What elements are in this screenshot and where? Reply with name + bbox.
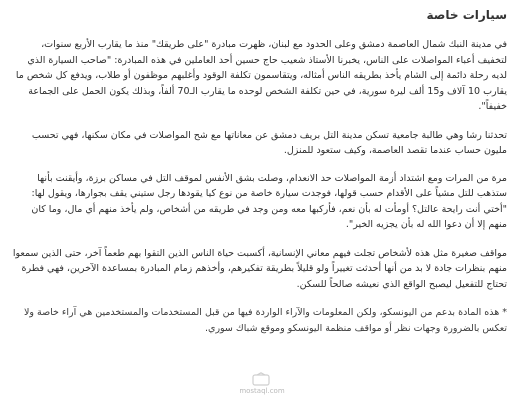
mostaql-logo-icon [252,372,270,386]
article-paragraph-1: في مدينة النبك شمال العاصمة دمشق وعلى الحدود مع لبنان، ظهرت مبادرة "على طريقك" منذ ما يقارب الأربع سنوات، لتخفيف أعباء المواصلات على الناس، يخبرنا الأستاذ شعيب حاج حسين أحد العاملين في هذه المبادرة: "صاحب السيارة الذي لديه رحلة دائمة إلى الشام يأخذ بطريقه الناس أمثاله، ويتقاسمون تكلفة الوقود وأغلبهم موظفون أو طلاب، ويدفع كل شخص ما يقارب 10 آلاف و15 ألف ليرة سورية، في حين تكلفة الشخص لوحده ما يقارب الـ70 ألفاً، وبذلك يكون الحمل على الجماعة خفيفاً". [15,39,507,112]
article-footnote: * هذه المادة بدعم من اليونسكو، ولكن المعلومات والآراء الواردة فيها من قبل المستخدمات والمستخدمين هي آراء خاصة ولا تعكس بالضرورة وجهات نظر أو مواقف منظمة اليونسكو وموقع شباك سوري. [23,307,507,334]
watermark-text: mostaql.com [239,387,285,395]
article-title: سيارات خاصة [426,8,507,22]
article-paragraph-4: مواقف صغيرة مثل هذه لأشخاص تجلت فيهم معاني الإنسانية، أكسبت حياة الناس الذين التقوا بهم طعماً آخر، حتى الذين سمعوا منهم بنظرات جادة لا بد من أنها أحدثت تغييراً ولو قليلاً بطريقة تفكيرهم، وأخذهم زمام المبادرة بمساعدة الآخرين، فهي فطرة تحتاج للتفعيل ليصبح الواقع الذي نعيشه صالحاً للسكن. [12,247,507,290]
article-paragraph-3: مرة من المرات ومع اشتداد أزمة المواصلات حد الانعدام، وصلت بشق الأنفس لموقف التل في مساكن برزة، وأيقنت بأنها ستذهب للتل مشياً على الأقدام حسب قولها، فوجدت سيارة خاصة من نوع كيا يقودها رجل ستيني يقف بجوارها، ويقول لها: "أختي أنت رايحة عالتل؟ أومأت له بأن نعم، فأركبها معه ومن وجد في طريقه من أشخاص، ولم يأخذ منهم أي مال، وما كان منهم إلا أن دعوا الله له بأن يجزيه الخير". [31,172,507,230]
article-paragraph-2: تحدثنا رشا وهي طالبة جامعية تسكن مدينة التل بريف دمشق عن معاناتها مع شح المواصلات في مكان سكنها، فهي تحسب مليون حساب عندما تقصد العاصمة، وكيف ستعود للمنزل. [31,129,507,156]
